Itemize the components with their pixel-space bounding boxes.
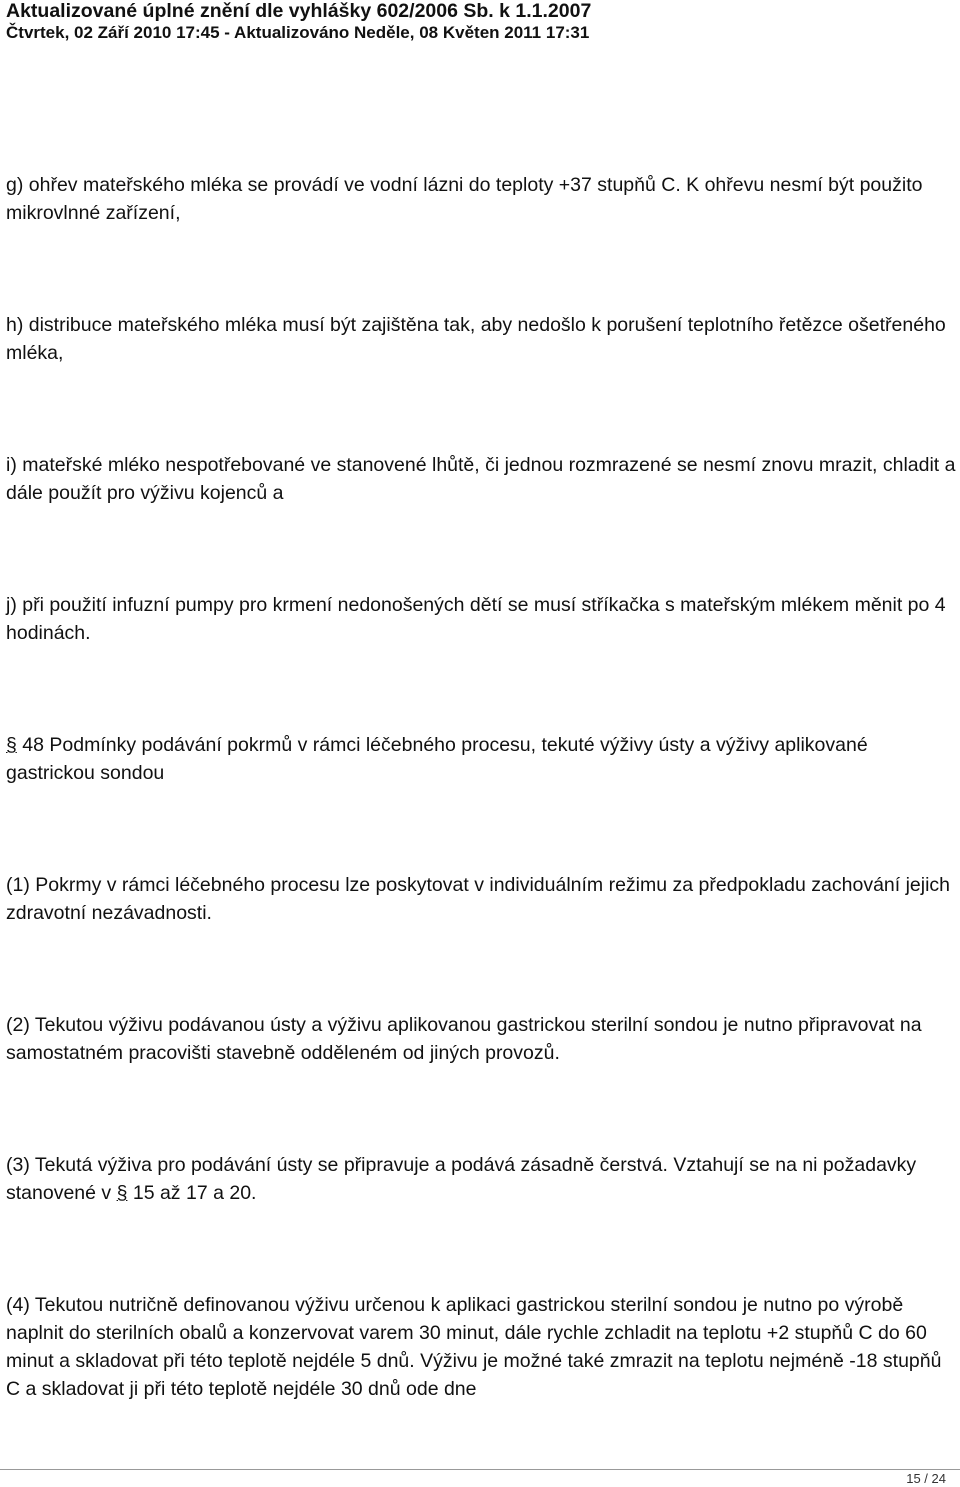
document-dates: Čtvrtek, 02 Září 2010 17:45 - Aktualizováno Neděle, 08 Květen 2011 17:31	[6, 23, 590, 42]
paragraph-3-reference: 15 až 17 a 20.	[127, 1182, 257, 1204]
paragraph-3	[6, 1151, 956, 1207]
paragraph-1: (1) Pokrmy v rámci léčebného procesu lze poskytovat v individuálním režimu za předpokladu zachování jejich zdravotní nezávadnosti.	[6, 874, 951, 924]
footer-divider	[0, 1469, 960, 1470]
paragraph-h: h) distribuce mateřského mléka musí být zajištěna tak, aby nedošlo k porušení teplotního řetězce ošetřeného mléka,	[6, 314, 946, 364]
paragraph-i: i) mateřské mléko nespotřebované ve stanovené lhůtě, či jednou rozmrazené se nesmí znovu mrazit, chladit a dále použít pro výživu kojenců a	[6, 454, 956, 504]
paragraph-j: j) při použití infuzní pumpy pro krmení nedonošených dětí se musí stříkačka s mateřským mlékem měnit po 4 hodinách.	[6, 594, 946, 644]
paragraph-3-text: (3) Tekutá výživa pro podávání ústy se připravuje a podává zásadně čerstvá. Vztahují se na ni požadavky stanovené v	[6, 1154, 917, 1204]
section-48-heading	[6, 731, 956, 787]
page-header	[6, 0, 956, 44]
section-sign-link[interactable]: §	[116, 1182, 128, 1204]
paragraph-g: g) ohřev mateřského mléka se provádí ve vodní lázni do teploty +37 stupňů C. K ohřevu nesmí být použito mikrovlnné zařízení,	[6, 174, 923, 224]
paragraph-4: (4) Tekutou nutričně definovanou výživu určenou k aplikaci gastrickou sterilní sondou je nutno po výrobě naplnit do sterilních obalů a konzervovat varem 30 minut, dále rychle zchladit na teplotu +2 stupňů C do 60 minut a skladovat při této teplotě nejdéle 5 dnů. Výživu je možné také zmrazit na teplotu nejméně -18 stupňů C a skladovat ji při této teplotě nejdéle 30 dnů ode dne	[6, 1294, 942, 1400]
section-sign-link[interactable]: §	[6, 734, 17, 756]
section-48-title: 48 Podmínky podávání pokrmů v rámci léčebného procesu, tekuté výživy ústy a výživy aplikované gastrickou sondou	[6, 734, 868, 784]
paragraph-2: (2) Tekutou výživu podávanou ústy a výživu aplikovanou gastrickou sterilní sondou je nutno připravovat na samostatném pracovišti stavebně odděleném od jiných provozů.	[6, 1014, 922, 1064]
page-number: 15 / 24	[906, 1471, 946, 1486]
document-title: Aktualizované úplné znění dle vyhlášky 602/2006 Sb. k 1.1.2007	[6, 0, 592, 22]
